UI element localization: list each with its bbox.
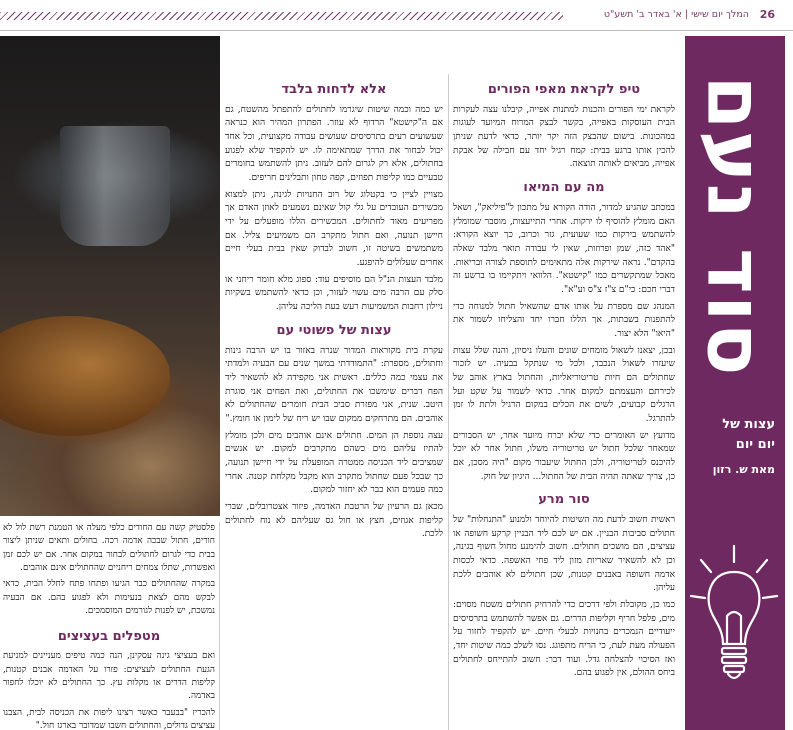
section-sidebar xyxy=(685,36,785,730)
heading-only-repel: אלא לדחות בלבד xyxy=(281,82,387,97)
page-number: 26 xyxy=(759,8,775,21)
heading-avoid-evil: סור מרע xyxy=(538,492,590,508)
header-pattern xyxy=(0,12,563,20)
running-head: המלך יום שישי | א' באדר ב' תשע"ט xyxy=(603,9,749,20)
column-divider xyxy=(219,522,220,730)
photo-bowl xyxy=(0,316,170,436)
subtitle-line-1: עצות של xyxy=(722,417,775,432)
paragraph: ובכן, יצאנו לשאול מומחים שונים והעלו ניסיון, והנה שלל עצות שיעזרו לשאול הנכבד, ולכל מי שנתקל בבעיה. יש לזכור שחתולים הם חיות טריטוריאליות, והחתול בארץ אוהב של לכירתם והעצמתם למקום אחר. כדאי לשמור על שקט ועל הרגלים קבועים, לשים את הכלים במקום הרגיל ולתת לו זמן להתרגל. xyxy=(453,345,675,424)
paragraph: ראשית חשוב לדעת מה השיטות להיוחד ולמנוע "התנחלות" של חתולים סביבות הבניין. אם יש לכם ליד הבניין קרקע חשופה או עציצים, הם מושכים חתולים. חשוב להימנע מחול חשוף בגינה, וכן לא להשאיר שאריות מזון ליד פחי האשפה. כדאי לכסות אדמה חשופה באבנים קטנות, שכן חתולים לא אוהבים ללכת עליהן. xyxy=(453,515,675,594)
paragraph: להכריז "בבעבר כאשר רצינו ליפות את הכניסה לבית, הצבנו עציצים גדולים, והחתולים חשבו שמדובר בארגז חול." xyxy=(3,707,215,730)
paragraph: מצויין לציין כי בקטלוג של רוב החנויות לגינה, ניתן למצוא מכשירים העובדים על גלי קול שאינם נשמעים לאוזן האדם אך מפריעים מאוד לחתולים. המכשירים הללו מופעלים על ידי חיישן תנועה, ואם חתול מתקרב הם משמיעים צליל. אם משתמשים בשיטה זו, חשוב לבדוק שאין בבית בעלי חיים אחרים שעלולים להיפגע. xyxy=(225,189,443,269)
author-byline: מאת ש. רזון xyxy=(712,463,775,477)
paragraph: המנהג שם מספרת על אותו אדם שהשאיל חתול למנוחה כדי להתפנות בשבתות, אך הללו חברו יחד והצליחו לשמור את "היאו" הלא יצור. xyxy=(453,301,675,339)
paragraph: מכאן גם הרעיון של הרטבת האדמה, פיזור אצטרובלים, שברי קליפות אגוזים, חצץ או חול גס שעליהם לא נוח לחתולים ללכת. xyxy=(225,501,443,540)
article-column-3 xyxy=(3,522,215,730)
paragraph: ואם בעציצי גינה עסקינן, הנה כמה טיפים מעניינים למניעת הגעת החתולים לעציצים: פזרו על האדמה אבנים קטנות, קליפות הדרים או מקלות עץ. כך החתולים לא יוכלו לחפור באדמה. xyxy=(3,651,215,702)
lightbulb-icon xyxy=(689,540,779,700)
paragraph: כמו כן, מקובלת ולפי דרכים כדי להרחיק חתולים משטח מסוים: מים, פלפל חריף וקליפות הדרים. גם אפשר להשתמש בתרסיסים ייעודיים הנמכרים בחנויות לבעלי חיים. יש להקפיד לחזור על הפעולה מעת לעת, כי הריח מתפוגג. נסו לשלב כמה שיטות יחד, ואז הסיכוי להצלחה גדל. ועוד דבר: חשוב להתייחס לחתולים ביחס ההולם, אין לפגוע בהם. xyxy=(453,600,675,679)
paragraph: עצה נוספת הן המים. חתולים אינם אוהבים מים ולכן מומלץ להתיז עליהם מים כשהם מתקרבים למקום. יש אנשים שמציבים ליד הכניסה ממטרה המופעלת על ידי חיישן תנועה, כך שבכל פעם שחתול מתקרב הוא מקבל מקלחת קטנה. אחרי כמה פעמים הוא כבר לא יחזור למקום. xyxy=(225,430,443,496)
section-title xyxy=(685,46,785,406)
section-subtitle xyxy=(691,416,775,480)
paragraph: לקראת ימי הפורים והכנות למתנות אפייה, קיבלנו עצה לעקרות הבית העוסקות באפייה, בקשר לבצק המרוח המיועד לעוגות במהכונות. בישום שהבצק הזה יקר יותר, כדאי לדעת שניתן להכין אותו ברגע בבית: קמח רגיל יחד עם חבילה של אבקת אפייה, מביאים לאותה תוצאה. xyxy=(453,104,675,170)
column-divider xyxy=(448,74,449,730)
article-column-1 xyxy=(453,74,675,684)
paragraph: יש כמה וכמה שיטות שיגרמו לחתולים להתפתל מהשטח, גם אם ה"קישטא" הרדוף לא עוזר. הפתרון המהיר הוא כנראה שעשועים רעים בתרסיסים שעושים עבודה מקצועית, וכל אחד יכול לבחור את הדרך שמתאימה לו. יש להקפיד שלא לפגוע בחתולים, אלא רק לגרום להם לעזוב. ניתן להשתמש בחומרים טבעיים כמו קליפות תפוזים, קפה טחון ותבלינים חריפים. xyxy=(225,104,443,184)
article-column-2 xyxy=(225,74,443,545)
header-bar xyxy=(0,0,793,31)
article-photo xyxy=(0,36,220,516)
paragraph: מדועץ יש האומרים כדי שלא יברח מיועד אחר, יש הסבורים שמאחר שלכל חתול יש טריטוריה משלו, חתול אחר לא יוכל להיכנס לטריטוריה, ולכן החתול שיעבור מקום "היה מסכן, אם כן, צריך שאתה תהיה הבית של החתול... היגיון של חוק. xyxy=(453,430,675,482)
heading-folk-tips: עצות של פשוטי עם xyxy=(276,322,392,338)
paragraph: מלבד העצות הנ"ל הם מוסיפים עוד: ספוג מלא חומר ריחני או סלק עם הרבה מים עשוי לעזור, וכן כדאי להשתמש בשקיות ניילון רחבות המשמיעות רעש בעת הליכה עליהן. xyxy=(225,274,443,313)
section-title-text: סוד נעם xyxy=(690,75,780,377)
paragraph: במכתב שהגיע למדור, הודה הקורא על מתכון ל"פיליאק", ושאל האם מומלץ להוסיף לו ירקות. אחרי התייעצות, מוסבר שמומלץ להשתמש בירקות כמו שעועית, גזר וכרוב, כך יוצא הקורא: "אהד כזה, שמן ופרוזות, שאין לי עבודה תואר מלבד שאלה בהקדם". נראה שירקות אלה מתאימים לתוספת לצורה ובריאות. מאכל שמתקשרים כמו "קישטא". הלוואי ויתקיימו בו ברשע זה דברי חכם: כי"ם צ"ז צ"ס וע"א". xyxy=(453,202,675,295)
paragraph: פלסטיק קשה עם החודים כלפי מעלה או הטמנת רשת לול לא חורים, חתול שבכה אדמה רכה. בחולים ותאים שניתן ליצור בבית כדי לגרום לחתולים לבחור במקום אחר. אם יש לכם זמן ואפשרות, שתלו צמחים ריחניים שהחתולים אינם אוהבים. xyxy=(3,523,215,574)
heading-potted-plants: מטפלים בעציצים xyxy=(57,628,161,644)
subtitle-line-2: יום יום xyxy=(735,436,775,452)
heading-cat: מה עם המיאו xyxy=(523,180,605,196)
paragraph: עקרת בית מקוראות המדור שנרה באזור בו יש הרבה גינות וחתולים, מספרת: "התמודדתי במשך שנים עם הבעיה ולמדתי את עצמי כמה כללים. ראשית אני מקפידה לא להשאיר ליד הפח דברים שימשכו את החתולים, ואת הפחים אני סוגרת היטב. שנית, אני מפזרת סביב הבית חומרים שהחתולים לא אוהבים. הם מתרחקים ממקום שבו יש ריח של לימון או חומץ." xyxy=(225,345,443,424)
heading-baking-tip: טיפ לקראת מאפי הפורים xyxy=(487,82,641,97)
paragraph: במקרה שהחתולים כבר הגיעו ופתחו פתח לחלל הבית, כדאי לבקש מהם לצאת בנעימות ולא לפגוע בהם. אם הבעיה נמשכת, יש לפנות לגורמים המוסמכים. xyxy=(3,579,215,617)
photo-cup xyxy=(60,126,170,246)
